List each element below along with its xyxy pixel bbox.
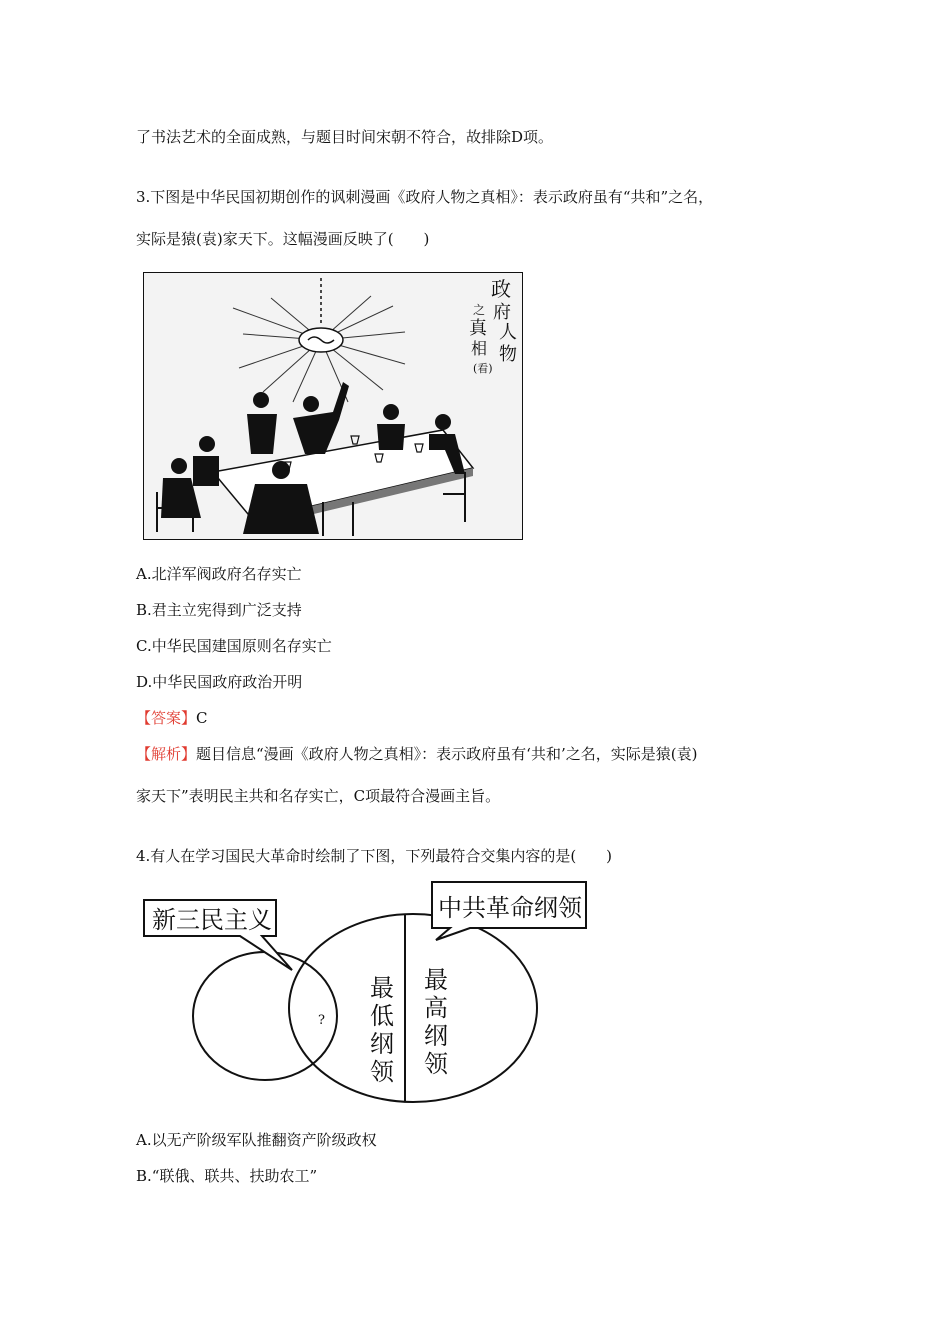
cartoon-title-char: 真 bbox=[469, 318, 487, 339]
min-program-char: 最 bbox=[370, 974, 394, 1002]
analysis-text-cont: 家天下”表明民主共和名存实亡，C项最符合漫画主旨。 bbox=[136, 787, 501, 805]
cartoon-title-char: 物 bbox=[499, 344, 517, 365]
left-label: 新三民主义 bbox=[152, 906, 272, 934]
option-c: C.中华民国建国原则名存实亡 bbox=[136, 637, 332, 655]
cartoon-title-char: 之 bbox=[473, 303, 486, 317]
venn-diagram bbox=[140, 878, 600, 1108]
option-b: B.“联俄、联共、扶助农工” bbox=[136, 1167, 318, 1185]
min-program-char: 低 bbox=[370, 1002, 394, 1030]
option-b: B.君主立宪得到广泛支持 bbox=[136, 601, 302, 619]
analysis-text: 题目信息“漫画《政府人物之真相》：表示政府虽有‘共和’之名，实际是猿(袁) bbox=[196, 745, 698, 763]
cartoon-image bbox=[143, 272, 523, 540]
answer-tag: 【答案】 bbox=[136, 709, 197, 727]
cartoon-title-char: 政 bbox=[491, 277, 511, 301]
answer-value: C bbox=[196, 709, 208, 727]
cartoon-title-char: 相 bbox=[471, 339, 488, 358]
analysis-line bbox=[136, 744, 697, 764]
option-a: A.北洋军阀政府名存实亡 bbox=[136, 565, 302, 583]
min-program-char: 领 bbox=[370, 1058, 394, 1086]
question-3-stem: 3.下图是中华民国初期创作的讽刺漫画《政府人物之真相》：表示政府虽有“共和”之名， bbox=[136, 188, 714, 206]
max-program-char: 纲 bbox=[424, 1022, 448, 1050]
right-label: 中共革命纲领 bbox=[438, 894, 582, 922]
answer-line bbox=[136, 708, 208, 728]
max-program-char: 最 bbox=[424, 966, 448, 994]
text-line: 了书法艺术的全面成熟，与题目时间宋朝不符合，故排除D项。 bbox=[136, 128, 554, 146]
option-d: D.中华民国政府政治开明 bbox=[136, 673, 303, 691]
right-ellipse bbox=[289, 914, 537, 1102]
max-program-char: 领 bbox=[424, 1050, 448, 1078]
analysis-tag: 【解析】 bbox=[136, 745, 197, 763]
intersection-mark: ? bbox=[318, 1013, 325, 1028]
cartoon-title-char: (看) bbox=[473, 362, 493, 375]
left-ellipse bbox=[193, 952, 337, 1080]
question-3-stem-cont: 实际是猿(袁)家天下。这幅漫画反映了( ) bbox=[136, 230, 430, 248]
max-program-char: 高 bbox=[424, 994, 448, 1022]
option-a: A.以无产阶级军队推翻资产阶级政权 bbox=[136, 1131, 377, 1149]
min-program-char: 纲 bbox=[370, 1030, 394, 1058]
question-4-stem: 4.有人在学习国民大革命时绘制了下图，下列最符合交集内容的是( ) bbox=[136, 847, 613, 865]
cartoon-title-char: 人 bbox=[499, 322, 517, 343]
cartoon-title-char: 府 bbox=[493, 302, 511, 323]
